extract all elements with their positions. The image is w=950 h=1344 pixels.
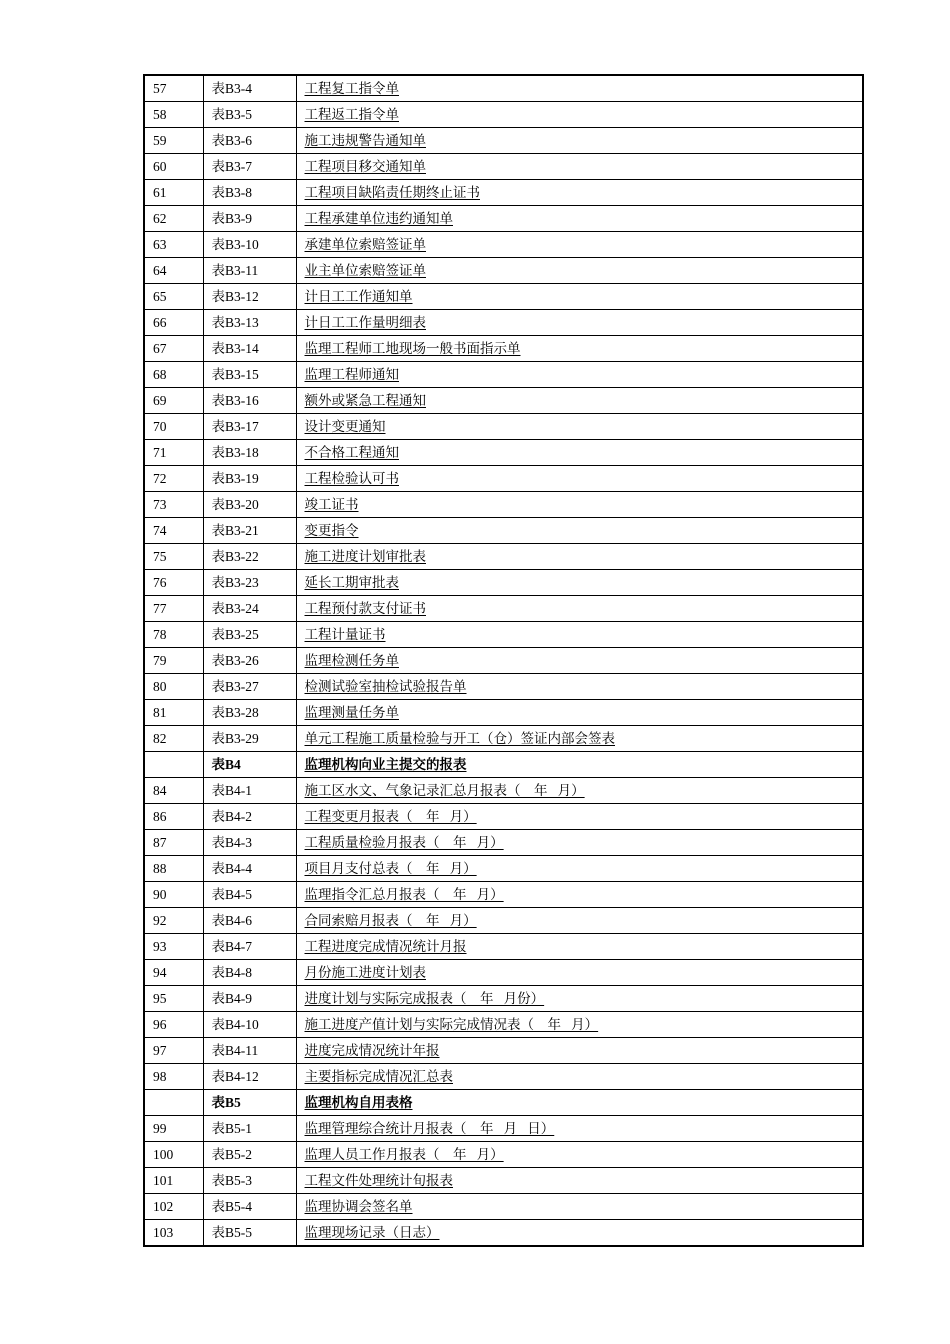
form-title-link[interactable]: 业主单位索赔签证单: [304, 263, 426, 278]
form-title-cell: [296, 752, 863, 778]
row-number: 68: [144, 362, 203, 388]
row-number: [144, 1090, 203, 1116]
table-row: [144, 518, 863, 544]
table-row: [144, 232, 863, 258]
row-number: 87: [144, 830, 203, 856]
form-code: 表B5-5: [203, 1220, 296, 1247]
table-row: [144, 778, 863, 804]
form-code: 表B3-5: [203, 102, 296, 128]
table-row: [144, 336, 863, 362]
form-code: 表B4-6: [203, 908, 296, 934]
form-code: 表B4-8: [203, 960, 296, 986]
table-row: [144, 362, 863, 388]
form-code: 表B3-16: [203, 388, 296, 414]
form-index-table: [143, 74, 864, 1247]
form-title-link[interactable]: 不合格工程通知: [304, 445, 399, 460]
row-number: 97: [144, 1038, 203, 1064]
form-title-link[interactable]: 监理现场记录（日志）: [304, 1225, 440, 1240]
form-title-cell: [296, 206, 863, 232]
form-title-cell: [296, 1038, 863, 1064]
form-code: 表B3-6: [203, 128, 296, 154]
table-row: [144, 726, 863, 752]
form-title-cell: [296, 986, 863, 1012]
table-row: [144, 856, 863, 882]
form-title-link[interactable]: 监理管理综合统计月报表（ 年 月 日）: [304, 1121, 555, 1136]
form-title-cell: [296, 154, 863, 180]
table-row: [144, 180, 863, 206]
form-title-link[interactable]: 进度完成情况统计年报: [304, 1043, 440, 1058]
row-number: 96: [144, 1012, 203, 1038]
row-number: 60: [144, 154, 203, 180]
form-title-link[interactable]: 主要指标完成情况汇总表: [304, 1069, 453, 1084]
form-title-cell: [296, 284, 863, 310]
table-row: [144, 1064, 863, 1090]
table-row: [144, 700, 863, 726]
row-number: 94: [144, 960, 203, 986]
form-title-link[interactable]: 工程项目移交通知单: [304, 159, 426, 174]
row-number: 61: [144, 180, 203, 206]
form-title-link[interactable]: 工程复工指令单: [304, 81, 399, 96]
form-code: 表B3-13: [203, 310, 296, 336]
table-row: [144, 128, 863, 154]
table-row: [144, 154, 863, 180]
form-title-cell: [296, 544, 863, 570]
row-number: 57: [144, 75, 203, 102]
form-title-link[interactable]: 工程项目缺陷责任期终止证书: [304, 185, 480, 200]
form-title-link[interactable]: 工程文件处理统计旬报表: [304, 1173, 453, 1188]
form-title-cell: [296, 1012, 863, 1038]
form-code: 表B4-3: [203, 830, 296, 856]
row-number: 69: [144, 388, 203, 414]
form-title-cell: [296, 310, 863, 336]
form-title-cell: [296, 570, 863, 596]
form-code: 表B3-20: [203, 492, 296, 518]
row-number: 59: [144, 128, 203, 154]
row-number: 76: [144, 570, 203, 596]
row-number: 82: [144, 726, 203, 752]
row-number: 92: [144, 908, 203, 934]
table-row: [144, 492, 863, 518]
form-title-link[interactable]: 计日工工作量明细表: [304, 315, 426, 330]
row-number: 64: [144, 258, 203, 284]
form-title-cell: [296, 388, 863, 414]
form-title-link[interactable]: 月份施工进度计划表: [304, 965, 426, 980]
form-title-link[interactable]: 工程承建单位违约通知单: [304, 211, 453, 226]
table-row: [144, 934, 863, 960]
form-title-cell: [296, 492, 863, 518]
form-title-cell: [296, 440, 863, 466]
form-title-cell: [296, 1090, 863, 1116]
form-code: 表B4-2: [203, 804, 296, 830]
table-row: [144, 960, 863, 986]
row-number: 78: [144, 622, 203, 648]
table-row: [144, 440, 863, 466]
form-title-cell: [296, 674, 863, 700]
section-row: [144, 1090, 863, 1116]
form-code: 表B3-23: [203, 570, 296, 596]
row-number: 93: [144, 934, 203, 960]
form-title-link[interactable]: 监理人员工作月报表（ 年 月）: [304, 1147, 504, 1162]
form-title-cell: [296, 934, 863, 960]
table-row: [144, 1142, 863, 1168]
form-title-link[interactable]: 监理工程师通知: [304, 367, 399, 382]
table-row: [144, 674, 863, 700]
row-number: [144, 752, 203, 778]
form-title-cell: [296, 258, 863, 284]
form-title-cell: [296, 1168, 863, 1194]
form-title-cell: [296, 596, 863, 622]
row-number: 80: [144, 674, 203, 700]
row-number: 58: [144, 102, 203, 128]
table-row: [144, 310, 863, 336]
row-number: 79: [144, 648, 203, 674]
form-title-cell: [296, 232, 863, 258]
table-row: [144, 284, 863, 310]
form-title-link[interactable]: 项目月支付总表（ 年 月）: [304, 861, 477, 876]
form-title-link[interactable]: 工程预付款支付证书: [304, 601, 426, 616]
form-code: 表B3-10: [203, 232, 296, 258]
row-number: 98: [144, 1064, 203, 1090]
form-code: 表B5-2: [203, 1142, 296, 1168]
form-title-link[interactable]: 设计变更通知: [304, 419, 386, 434]
row-number: 101: [144, 1168, 203, 1194]
form-code: 表B4-10: [203, 1012, 296, 1038]
form-title-cell: [296, 128, 863, 154]
form-code: 表B3-8: [203, 180, 296, 206]
section-row: [144, 752, 863, 778]
form-code: 表B3-25: [203, 622, 296, 648]
table-row: [144, 388, 863, 414]
form-code: 表B5-1: [203, 1116, 296, 1142]
form-title-cell: [296, 1116, 863, 1142]
form-code: 表B5-3: [203, 1168, 296, 1194]
row-number: 95: [144, 986, 203, 1012]
table-row: [144, 596, 863, 622]
section-title-link[interactable]: 监理机构自用表格: [304, 1095, 413, 1110]
form-title-link[interactable]: 监理测量任务单: [304, 705, 399, 720]
table-row: [144, 414, 863, 440]
form-title-link[interactable]: 工程检验认可书: [304, 471, 399, 486]
form-title-cell: [296, 336, 863, 362]
form-title-link[interactable]: 监理工程师工地现场一般书面指示单: [304, 341, 521, 356]
table-row: [144, 648, 863, 674]
form-title-cell: [296, 1194, 863, 1220]
form-code: 表B4-4: [203, 856, 296, 882]
form-code: 表B4-1: [203, 778, 296, 804]
form-title-link[interactable]: 监理检测任务单: [304, 653, 399, 668]
form-title-cell: [296, 882, 863, 908]
table-row: [144, 570, 863, 596]
form-code: 表B4-5: [203, 882, 296, 908]
form-title-link[interactable]: 检测试验室抽检试验报告单: [304, 679, 467, 694]
table-row: [144, 986, 863, 1012]
table-row: [144, 622, 863, 648]
row-number: 66: [144, 310, 203, 336]
form-code: 表B3-26: [203, 648, 296, 674]
form-title-link[interactable]: 承建单位索赔签证单: [304, 237, 426, 252]
form-title-link[interactable]: 施工违规警告通知单: [304, 133, 426, 148]
table-row: [144, 804, 863, 830]
row-number: 72: [144, 466, 203, 492]
row-number: 99: [144, 1116, 203, 1142]
form-code: 表B3-4: [203, 75, 296, 102]
form-index-body: [144, 75, 863, 1246]
row-number: 77: [144, 596, 203, 622]
form-title-link[interactable]: 工程变更月报表（ 年 月）: [304, 809, 477, 824]
form-title-cell: [296, 700, 863, 726]
row-number: 62: [144, 206, 203, 232]
table-row: [144, 258, 863, 284]
form-title-link[interactable]: 工程计量证书: [304, 627, 386, 642]
form-title-cell: [296, 830, 863, 856]
row-number: 84: [144, 778, 203, 804]
row-number: 65: [144, 284, 203, 310]
form-title-cell: [296, 648, 863, 674]
form-code: 表B3-17: [203, 414, 296, 440]
row-number: 86: [144, 804, 203, 830]
form-title-cell: [296, 726, 863, 752]
table-row: [144, 1038, 863, 1064]
form-code: 表B4-9: [203, 986, 296, 1012]
form-title-cell: [296, 804, 863, 830]
row-number: 81: [144, 700, 203, 726]
form-code: 表B5: [203, 1090, 296, 1116]
form-code: 表B5-4: [203, 1194, 296, 1220]
row-number: 63: [144, 232, 203, 258]
form-code: 表B4-11: [203, 1038, 296, 1064]
table-row: [144, 1012, 863, 1038]
form-code: 表B4-7: [203, 934, 296, 960]
table-row: [144, 882, 863, 908]
form-code: 表B3-27: [203, 674, 296, 700]
table-row: [144, 1220, 863, 1247]
form-code: 表B3-12: [203, 284, 296, 310]
form-title-cell: [296, 102, 863, 128]
form-code: 表B3-21: [203, 518, 296, 544]
form-title-cell: [296, 908, 863, 934]
section-title-link[interactable]: 监理机构向业主提交的报表: [304, 757, 467, 772]
row-number: 75: [144, 544, 203, 570]
form-title-link[interactable]: 额外或紧急工程通知: [304, 393, 426, 408]
form-title-cell: [296, 362, 863, 388]
form-code: 表B3-24: [203, 596, 296, 622]
form-code: 表B3-18: [203, 440, 296, 466]
form-title-cell: [296, 1064, 863, 1090]
form-code: 表B3-11: [203, 258, 296, 284]
table-row: [144, 206, 863, 232]
table-row: [144, 1194, 863, 1220]
form-code: 表B3-15: [203, 362, 296, 388]
form-title-link[interactable]: 合同索赔月报表（ 年 月）: [304, 913, 477, 928]
form-title-link[interactable]: 延长工期审批表: [304, 575, 399, 590]
row-number: 102: [144, 1194, 203, 1220]
form-title-link[interactable]: 工程返工指令单: [304, 107, 399, 122]
form-title-cell: [296, 1220, 863, 1247]
form-title-cell: [296, 856, 863, 882]
row-number: 100: [144, 1142, 203, 1168]
row-number: 67: [144, 336, 203, 362]
form-code: 表B3-14: [203, 336, 296, 362]
table-row: [144, 544, 863, 570]
table-row: [144, 1168, 863, 1194]
form-title-cell: [296, 1142, 863, 1168]
row-number: 90: [144, 882, 203, 908]
form-code: 表B4: [203, 752, 296, 778]
row-number: 88: [144, 856, 203, 882]
form-title-link[interactable]: 工程质量检验月报表（ 年 月）: [304, 835, 504, 850]
form-title-link[interactable]: 施工区水文、气象记录汇总月报表（ 年 月）: [304, 783, 585, 798]
row-number: 73: [144, 492, 203, 518]
form-title-cell: [296, 960, 863, 986]
form-title-link[interactable]: 工程进度完成情况统计月报: [304, 939, 467, 954]
form-title-link[interactable]: 施工进度产值计划与实际完成情况表（ 年 月）: [304, 1017, 599, 1032]
form-title-cell: [296, 466, 863, 492]
form-title-link[interactable]: 监理协调会签名单: [304, 1199, 413, 1214]
table-row: [144, 102, 863, 128]
table-row: [144, 75, 863, 102]
form-code: 表B3-28: [203, 700, 296, 726]
form-title-link[interactable]: 计日工工作通知单: [304, 289, 413, 304]
form-title-link[interactable]: 施工进度计划审批表: [304, 549, 426, 564]
form-title-cell: [296, 75, 863, 102]
form-code: 表B3-19: [203, 466, 296, 492]
form-title-link[interactable]: 进度计划与实际完成报表（ 年 月份）: [304, 991, 545, 1006]
form-title-cell: [296, 180, 863, 206]
form-title-cell: [296, 778, 863, 804]
row-number: 103: [144, 1220, 203, 1247]
form-code: 表B3-7: [203, 154, 296, 180]
form-code: 表B3-29: [203, 726, 296, 752]
table-row: [144, 1116, 863, 1142]
form-title-link[interactable]: 监理指令汇总月报表（ 年 月）: [304, 887, 504, 902]
form-code: 表B4-12: [203, 1064, 296, 1090]
table-row: [144, 830, 863, 856]
table-row: [144, 466, 863, 492]
form-title-link[interactable]: 变更指令: [304, 523, 359, 538]
row-number: 71: [144, 440, 203, 466]
table-row: [144, 908, 863, 934]
form-code: 表B3-22: [203, 544, 296, 570]
row-number: 74: [144, 518, 203, 544]
form-title-link[interactable]: 单元工程施工质量检验与开工（仓）签证内部会签表: [304, 731, 615, 746]
form-title-cell: [296, 414, 863, 440]
row-number: 70: [144, 414, 203, 440]
form-title-cell: [296, 622, 863, 648]
form-title-cell: [296, 518, 863, 544]
form-title-link[interactable]: 竣工证书: [304, 497, 359, 512]
form-code: 表B3-9: [203, 206, 296, 232]
form-index-sheet: [143, 74, 864, 1247]
